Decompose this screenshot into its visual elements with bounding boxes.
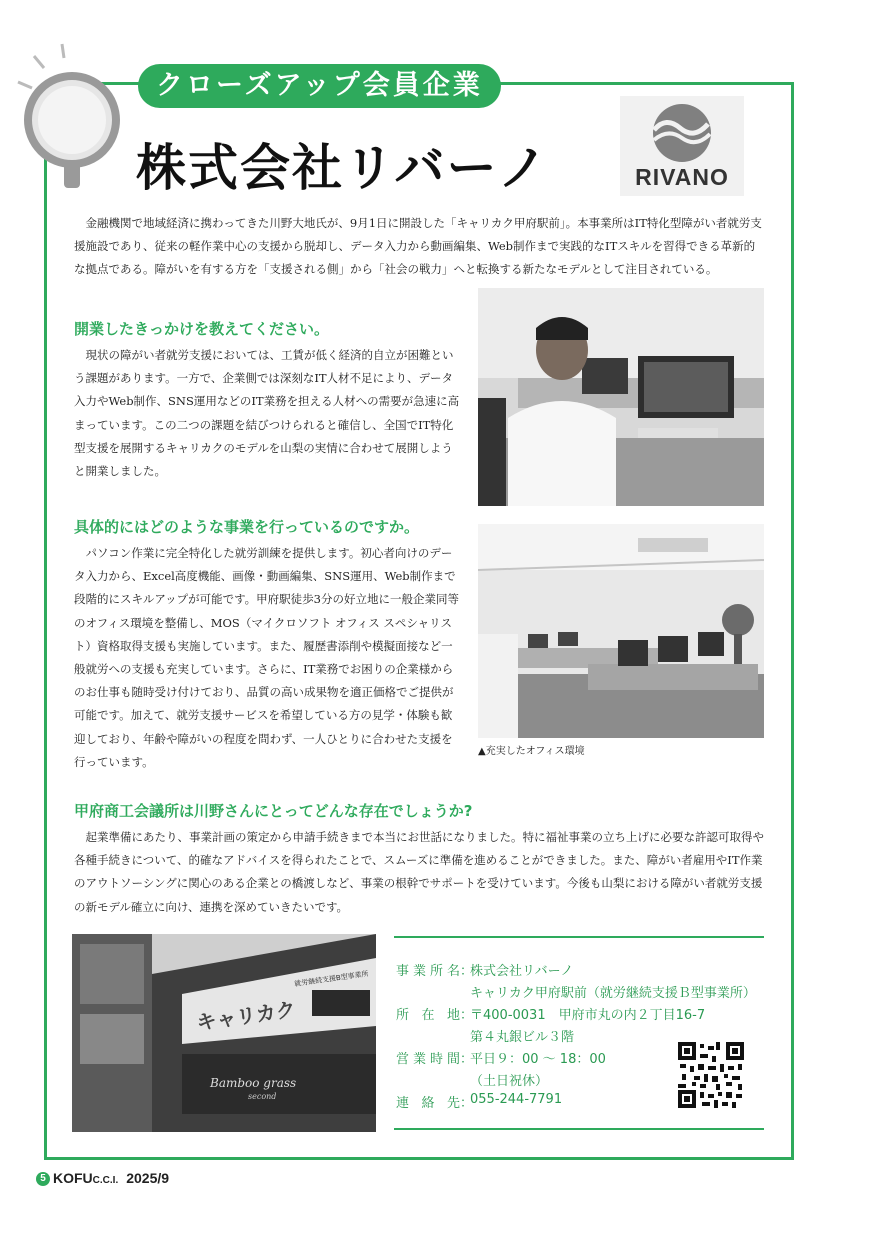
info-label: 営業時間 <box>396 1052 460 1067</box>
staff-photo <box>478 288 764 506</box>
storefront-sign-brand: キャリカク <box>195 997 298 1035</box>
storefront-sign-bamboo: Bamboo grass <box>210 1076 297 1090</box>
storefront-photo <box>72 934 376 1132</box>
info-value: 第４丸銀ビル３階 <box>470 1030 575 1045</box>
section-heading: 開業したきっかけを教えてください。 <box>74 320 330 338</box>
storefront-sign-bamboo-sub: second <box>248 1092 277 1101</box>
office-photo <box>478 524 764 738</box>
section-body: 現状の障がい者就労支援においては、工賃が低く経済的自立が困難という課題があります。一方で、企業側では深刻なIT人材不足により、データ入力やWeb制作、SNS運用などのIT業務を担える人材への需要が急速に高まっています。この二つの課題を結びつけられると確信し、全国でIT特化型支援を展開するキャリカクのモデルを山梨の実情に合わせて展開しようと開業しました。 <box>74 348 460 479</box>
page-footer <box>36 1170 169 1186</box>
info-label: 事業所名 <box>396 964 460 979</box>
storefront-sign-board: 就労継続支援B型事業所 <box>293 969 370 989</box>
issue-date: 2025/9 <box>126 1170 170 1186</box>
company-logo <box>620 96 744 196</box>
feature-banner: クローズアップ会員企業 <box>138 64 501 108</box>
publication-cci: C.C.I. <box>92 1175 119 1186</box>
qr-code-icon[interactable] <box>676 1040 746 1110</box>
info-label: 連絡先 <box>396 1096 460 1111</box>
info-colon: ： <box>460 964 474 979</box>
info-colon: ： <box>460 1052 474 1067</box>
photo-caption: ▲充実したオフィス環境 <box>478 746 585 757</box>
intro-paragraph: 金融機関で地域経済に携わってきた川野大地氏が、9月1日に開設した「キャリカク甲府駅前」。本事業所はIT特化型障がい者就労支援施設であり、従来の軽作業中心の支援から脱却し、データ入力から動画編集、Web制作まで実践的なITスキルを習得できる革新的な拠点である。障がいを有する方を「支援される側」から「社会の戦力」へと転換する新たなモデルとして注目されている。 <box>74 216 762 277</box>
info-value: キャリカク甲府駅前（就労継続支援Ｂ型事業所） <box>470 986 756 1001</box>
info-value: 平日９：00 ～ 18：00 <box>470 1052 606 1067</box>
magnifier-icon <box>14 40 134 190</box>
info-value: （土日祝休） <box>470 1074 549 1089</box>
section-heading: 具体的にはどのような事業を行っているのですか。 <box>74 518 420 536</box>
info-colon: ： <box>460 1096 474 1111</box>
wave-logo-icon <box>646 102 718 164</box>
info-top-rule <box>394 936 764 938</box>
info-colon: ： <box>460 1008 474 1023</box>
section-body: パソコン作業に完全特化した就労訓練を提供します。初心者向けのデータ入力から、Excel高度機能、画像・動画編集、SNS運用、Web制作まで段階的にスキルアップが可能です。甲府駅徒歩3分の好立地に一般企業同等のオフィス環境を整備し、MOS（マイクロソフト オフィス スペシャリスト）資格取得支援も実施しています。また、履歴書添削や模擬面接など一般就労への支援も充実しています。さらに、IT業務でお困りの企業様からのお仕事も随時受け付けており、品質の高い成果物を適正価格でご提供が可能です。加えて、就労支援サービスを希望している方の見学・体験も歓迎しており、年齢や障がいの程度を問わず、一人ひとりに合わせた支援を行っています。 <box>74 546 459 769</box>
info-value: 〒400-0031 甲府市丸の内２丁目16-7 <box>470 1008 706 1023</box>
publication-name: KOFU <box>53 1170 93 1186</box>
page-number: 5 <box>36 1172 50 1186</box>
section-body: 起業準備にあたり、事業計画の策定から申請手続きまで本当にお世話になりました。特に福祉事業の立ち上げに必要な許認可取得や各種手続きについて、的確なアドバイスを得られたことで、スムーズに準備を進めることができました。また、障がい者雇用やIT作業のアウトソーシングに関心のある企業との橋渡しなど、事業の根幹でサポートを受けています。今後も山梨における障がい者就労支援の新モデル確立に向け、連携を深めていきたいです。 <box>74 830 764 914</box>
info-label: 所在地 <box>396 1008 460 1023</box>
section-heading: 甲府商工会議所は川野さんにとってどんな存在でしょうか? <box>74 802 473 820</box>
company-title: 株式会社リバーノ <box>136 139 550 197</box>
info-bottom-rule <box>394 1128 764 1130</box>
logo-text: RIVANO <box>635 164 729 190</box>
info-value: 055-244-7791 <box>470 1092 563 1107</box>
info-value: 株式会社リバーノ <box>470 964 574 979</box>
